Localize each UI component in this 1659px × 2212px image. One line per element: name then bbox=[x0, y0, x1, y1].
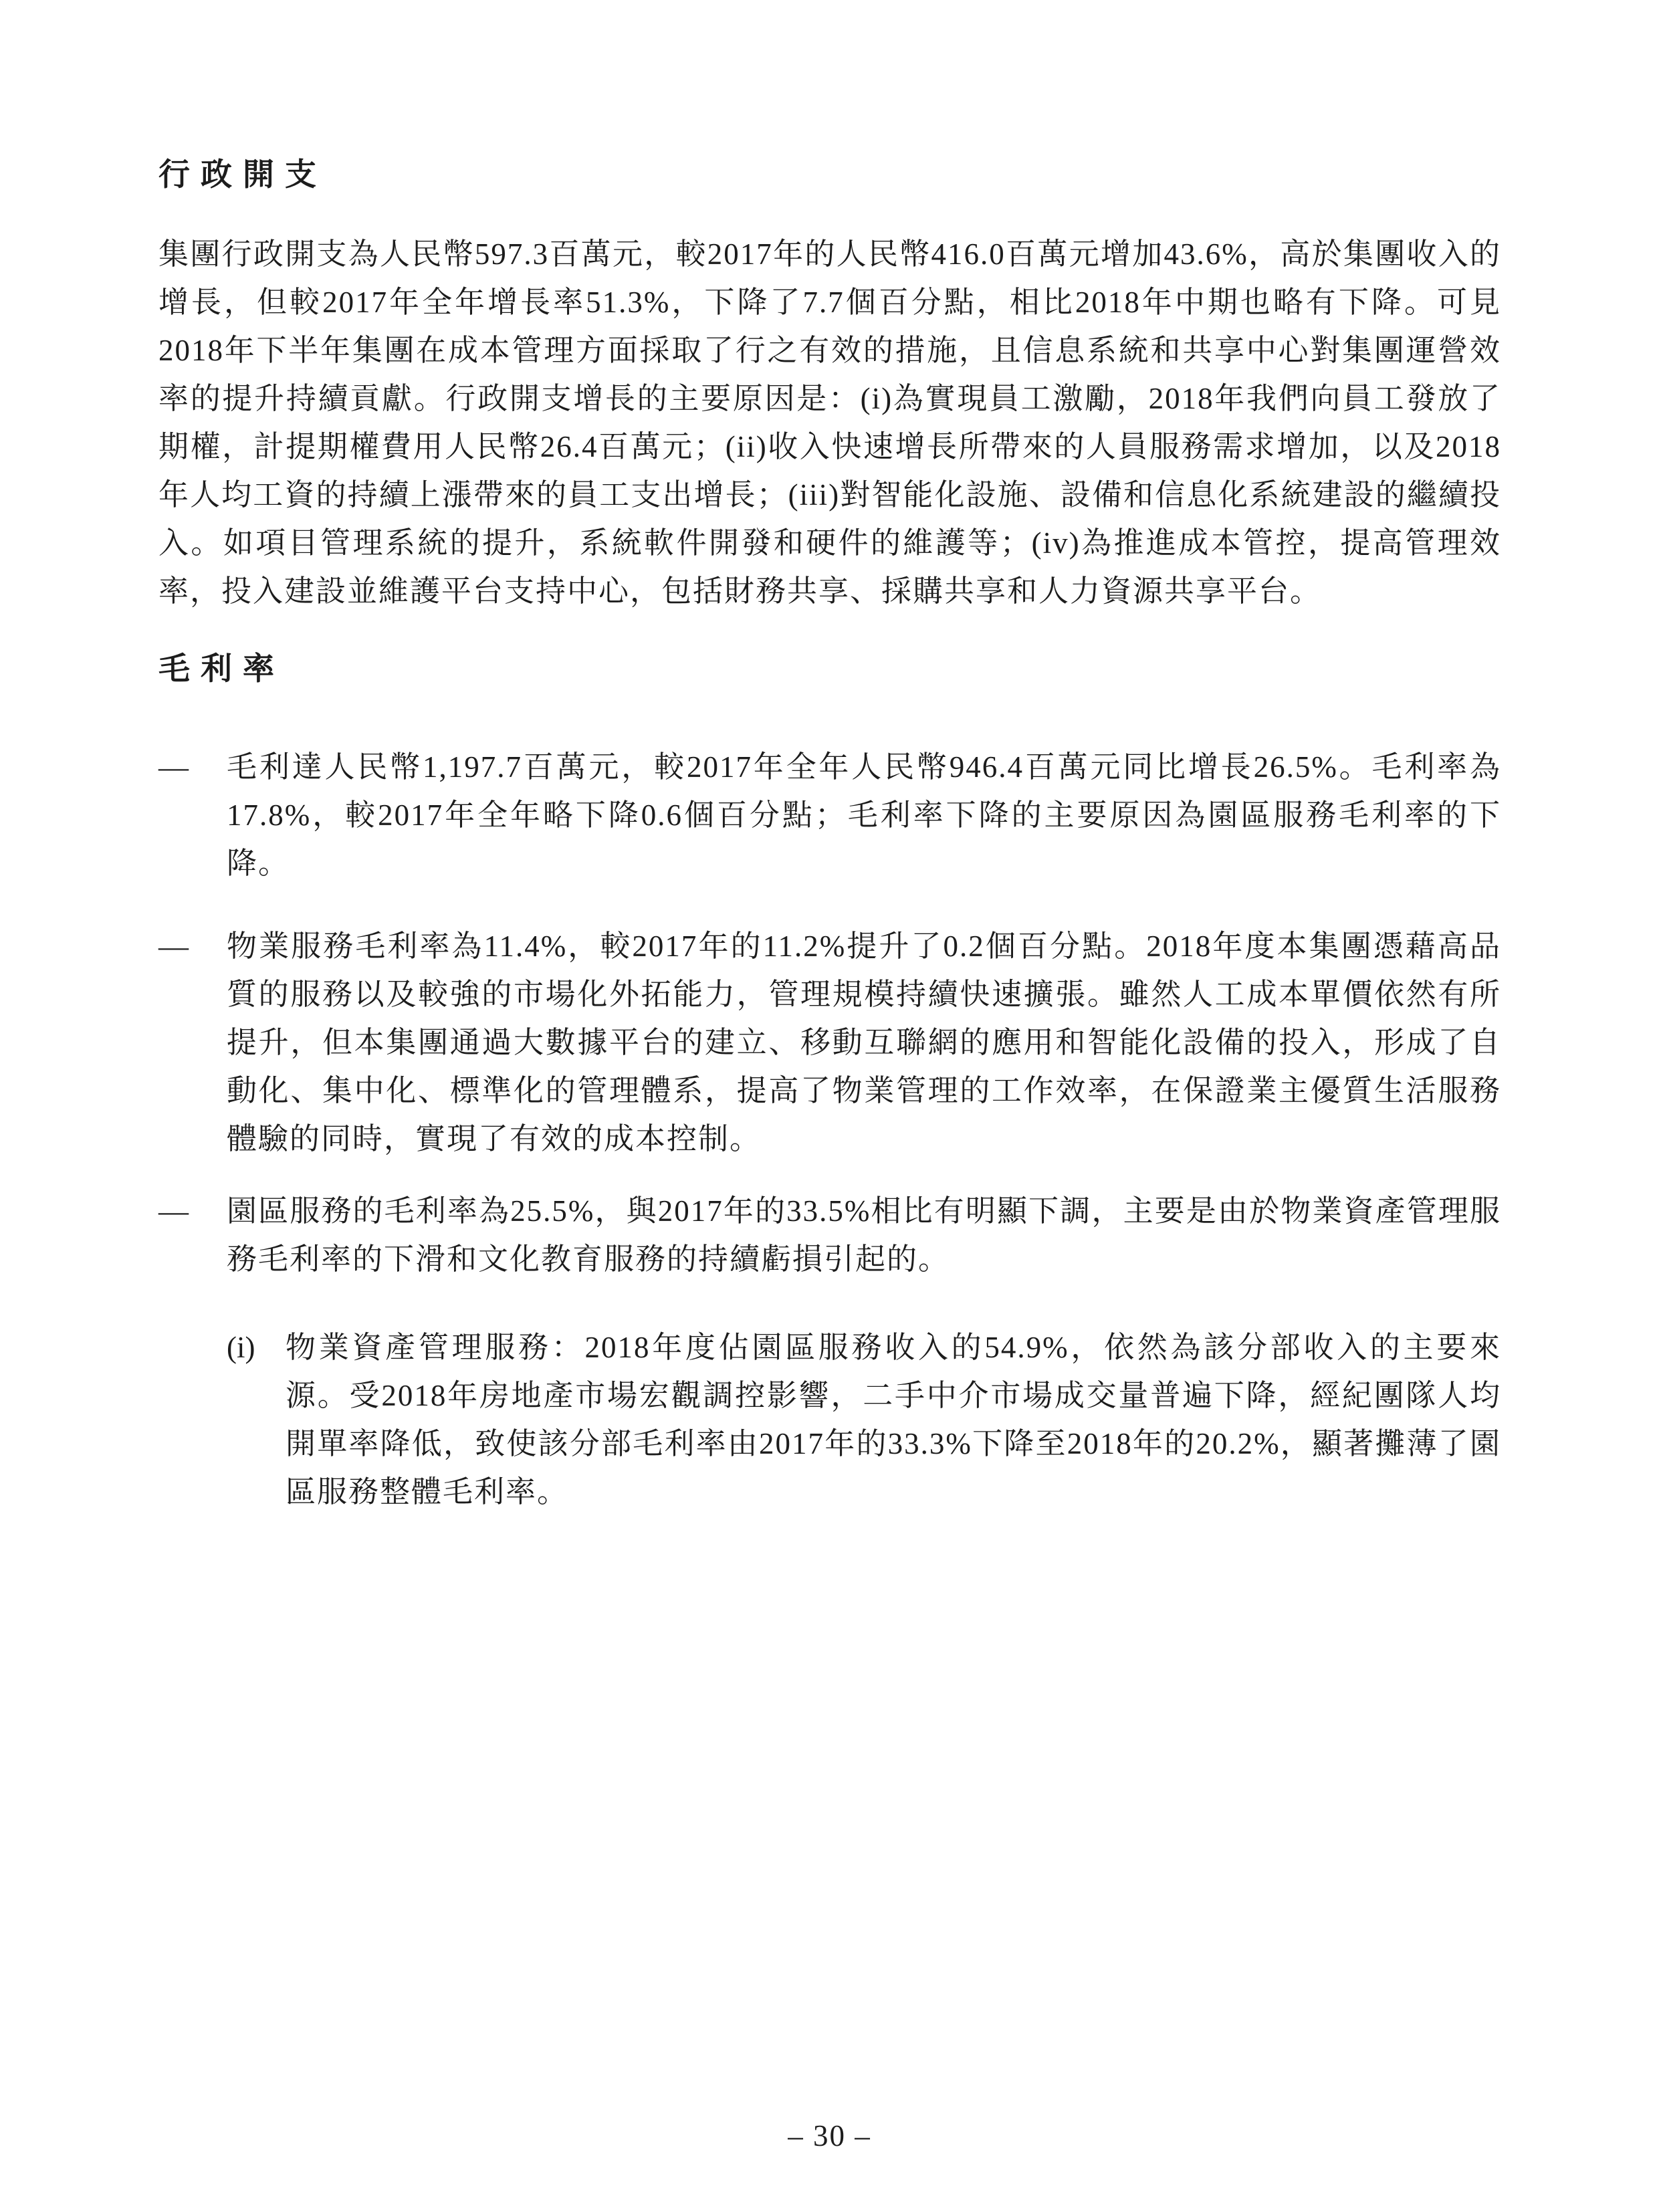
page-number: – 30 – bbox=[788, 2119, 871, 2152]
bullet-dash-icon: — bbox=[158, 1194, 189, 1228]
bullet-dash-icon: — bbox=[158, 750, 189, 784]
bullet-text-park-services-margin: 園區服務的毛利率為25.5%，與2017年的33.5%相比有明顯下調，主要是由於物業資產管理服務毛利率的下滑和文化教育服務的持續虧損引起的。 bbox=[227, 1194, 1501, 1276]
bullet-item-property-services-margin bbox=[158, 922, 1501, 1163]
bullet-text-gross-profit: 毛利達人民幣1,197.7百萬元，較2017年全年人民幣946.4百萬元同比增長26.5%。毛利率為17.8%，較2017年全年略下降0.6個百分點；毛利率下降的主要原因為園區服務毛利率的下降。 bbox=[227, 750, 1501, 880]
sub-item-property-asset-management bbox=[227, 1323, 1501, 1516]
bullet-item-park-services-margin bbox=[158, 1187, 1501, 1283]
section-heading-admin-expenses: 行政開支 bbox=[158, 158, 327, 193]
bullet-text-property-services-margin: 物業服務毛利率為11.4%，較2017年的11.2%提升了0.2個百分點。2018年度本集團憑藉高品質的服務以及較強的市場化外拓能力，管理規模持續快速擴張。雖然人工成本單價依然有所提升，但本集團通過大數據平台的建立、移動互聯網的應用和智能化設備的投入，形成了自動化、集中化、標準化的管理體系，提高了物業管理的工作效率，在保證業主優質生活服務體驗的同時，實現了有效的成本控制。 bbox=[227, 929, 1501, 1155]
list-marker-i: (i) bbox=[227, 1331, 255, 1364]
bullet-item-gross-profit bbox=[158, 743, 1501, 887]
sub-item-text-property-asset-management: 物業資產管理服務：2018年度佔園區服務收入的54.9%，依然為該分部收入的主要來源。受2018年房地產市場宏觀調控影響，二手中介市場成交量普遍下降，經紀團隊人均開單率降低，致使該分部毛利率由2017年的33.3%下降至2018年的20.2%，顯著攤薄了園區服務整體毛利率。 bbox=[286, 1331, 1501, 1509]
page-content bbox=[158, 0, 1501, 1516]
section-heading-gross-margin: 毛利率 bbox=[158, 652, 285, 687]
paragraph-admin-expenses: 集團行政開支為人民幣597.3百萬元，較2017年的人民幣416.0百萬元增加43.6%，高於集團收入的增長，但較2017年全年增長率51.3%，下降了7.7個百分點，相比2018年中期也略有下降。可見2018年下半年集團在成本管理方面採取了行之有效的措施，且信息系統和共享中心對集團運營效率的提升持續貢獻。行政開支增長的主要原因是：(i)為實現員工激勵，2018年我們向員工發放了期權，計提期權費用人民幣26.4百萬元；(ii)收入快速增長所帶來的人員服務需求增加，以及2018年人均工資的持續上漲帶來的員工支出增長；(iii)對智能化設施、設備和信息化系統建設的繼續投入。如項目管理系統的提升，系統軟件開發和硬件的維護等；(iv)為推進成本管控，提高管理效率，投入建設並維護平台支持中心，包括財務共享、採購共享和人力資源共享平台。 bbox=[158, 237, 1501, 608]
bullet-dash-icon: — bbox=[158, 929, 189, 963]
